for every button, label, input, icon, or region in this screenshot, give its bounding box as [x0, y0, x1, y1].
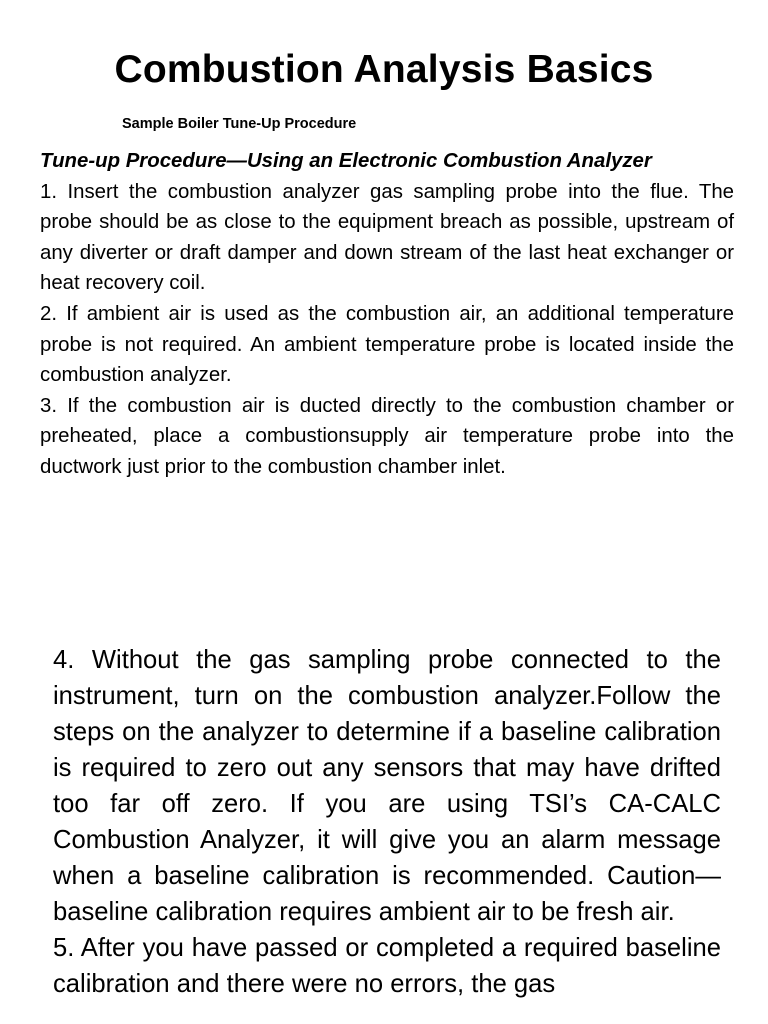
procedure-body — [40, 146, 734, 483]
step-2: 2. If ambient air is used as the combustion air, an additional temperature probe is not required. An ambient temperature probe is located inside the combustion analyzer. — [40, 302, 734, 387]
step-3: 3. If the combustion air is ducted directly to the combustion chamber or preheated, place a combustionsupply air temperature probe into the ductwork just prior to the combustion chamber inlet. — [40, 394, 734, 478]
slide-procedure-continued — [0, 600, 768, 1024]
slide-title: Combustion Analysis Basics — [114, 48, 654, 91]
step-1: 1. Insert the combustion analyzer gas sampling probe into the flue. The probe should be as close to the equipment breach as possible, upstream of any diverter or draft damper and down stream of the last heat exchanger or heat recovery coil. — [40, 180, 734, 295]
step-4: 4. Without the gas sampling probe connected to the instrument, turn on the combustion analyzer.Follow the steps on the analyzer to determine if a baseline calibration is required to zero out any sensors that may have drifted too far off zero. If you are using TSI’s CA-CALC Combustion Analyzer, it will give you an alarm message when a baseline calibration is recommended. Caution—baseline calibration requires ambient air to be fresh air. — [53, 646, 721, 926]
step-5: 5. After you have passed or completed a required baseline calibration and there were no errors, the gas — [53, 934, 721, 998]
procedure-body-continued — [53, 642, 721, 1002]
slide-subtitle: Sample Boiler Tune-Up Procedure — [122, 116, 357, 132]
section-heading: Tune-up Procedure—Using an Electronic Combustion Analyzer — [40, 150, 652, 172]
